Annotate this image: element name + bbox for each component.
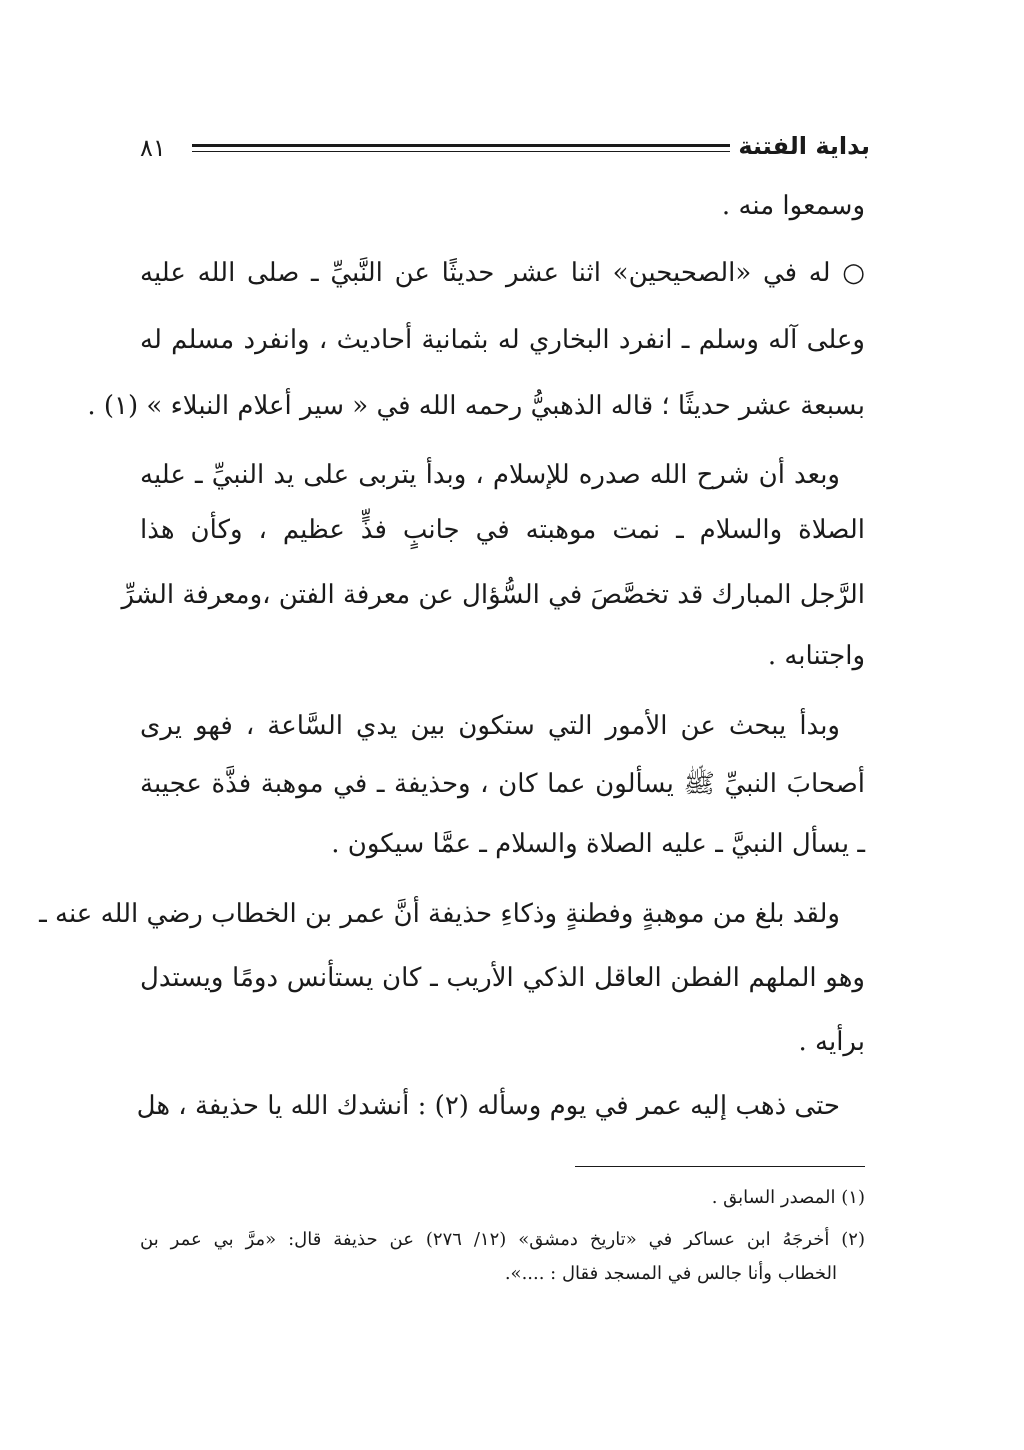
page-number: ٨١ [140,134,166,162]
text-line: وبدأ يبحث عن الأمور التي ستكون بين يدي السَّاعة ، فهو يرى [140,711,840,741]
text-line: حتى ذهب إليه عمر في يوم وسأله (٢) : أنشدك الله يا حذيفة ، هل [136,1091,840,1121]
text-line: وسمعوا منه . [721,191,865,221]
text-line: وبعد أن شرح الله صدره للإسلام ، وبدأ يتربى على يد النبيِّ ـ عليه [140,460,840,490]
running-header [140,132,870,172]
text-line: ـ يسأل النبيَّ ـ عليه الصلاة والسلام ـ عمَّا سيكون . [331,829,865,859]
text-line: أصحابَ النبيِّ ﷺ يسألون عما كان ، وحذيفة ـ في موهبة فذَّة عجيبة [140,769,865,799]
text-line: وعلى آله وسلم ـ انفرد البخاري له بثمانية أحاديث ، وانفرد مسلم له [140,325,865,355]
text-line: الصلاة والسلام ـ نمت موهبته في جانبٍ فذٍّ عظيم ، وكأن هذا [140,515,865,545]
footnote: (١) المصدر السابق . [711,1187,865,1208]
footnote-separator [575,1166,865,1167]
text-line: برأيه . [798,1027,865,1057]
text-line: الرَّجل المبارك قد تخصَّصَ في السُّؤال عن معرفة الفتن ،ومعرفة الشرِّ [121,580,865,610]
text-line: ولقد بلغ من موهبةٍ وفطنةٍ وذكاءِ حذيفة أنَّ عمر بن الخطاب رضي الله عنه ـ [39,899,840,929]
text-line: واجتنابه . [767,641,865,671]
footnote: الخطاب وأنا جالس في المسجد فقال : ....». [504,1263,837,1284]
chapter-title: بداية الفتنة [738,132,870,160]
footnote: (٢) أخرجَهُ ابن عساكر في «تاريخ دمشق» (١٢/ ٢٧٦) عن حذيفة قال: «مرَّ بي عمر بن [140,1229,865,1250]
text-line: ○ له في «الصحيحين» اثنا عشر حديثًا عن النَّبيِّ ـ صلى الله عليه [140,258,865,288]
header-rule [192,144,730,152]
text-line: وهو الملهم الفطن العاقل الذكي الأريب ـ كان يستأنس دومًا ويستدل [140,963,865,993]
text-line: بسبعة عشر حديثًا ؛ قاله الذهبيُّ رحمه الله في « سير أعلام النبلاء » (١) . [87,391,865,421]
